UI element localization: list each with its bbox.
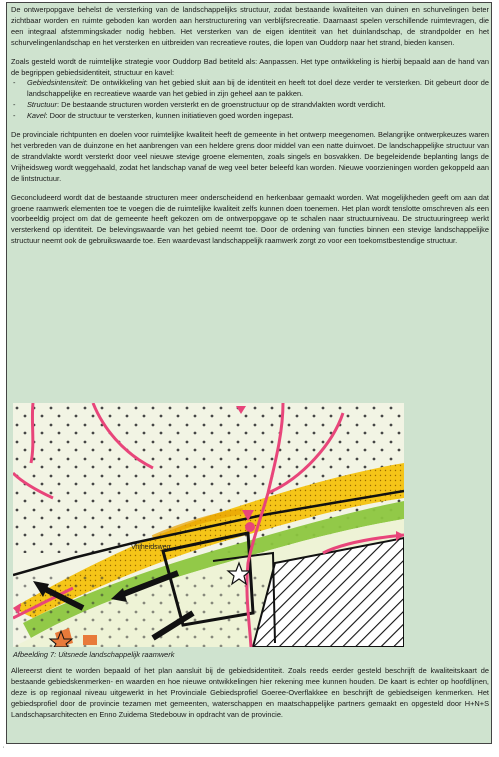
paragraph-1: De ontwerpopgave behelst de versterking van de landschappelijks structuur, zodat bestaande kwaliteiten van duinen en schurvelingen beter zichtbaar worden en ruimte geboden kan worden aan herstructurering van verblijfsrecreatie. Daarnaast spelen verschillende ruimtevragen, die een integraal afstemmingskader nodig hebben. Het versterken van de eigen identiteit van het duinlandschap, de strandpolder en het schurvelingenlandschap en het versterken en uitbreiden van recreatieve routes, die lopen van Ouddorp naar het strand, bieden kansen. [11, 5, 489, 47]
figure-caption: Afbeelding 7: Uitsnede landschappelijk raamwerk [13, 650, 175, 659]
paragraph-2: Zoals gesteld wordt de ruimtelijke strategie voor Ouddorp Bad betiteld als: Aanpassen. Het type ontwikkeling is hierbij bepaald aan de hand van de begrippen gebiedsidentiteit, structuur en kavel: [11, 56, 489, 77]
bullet-item [11, 100, 489, 111]
orange-patch [83, 635, 97, 645]
node-marker [245, 522, 255, 532]
bullet-term: Structuur [27, 100, 57, 110]
landscape-map-figure [13, 403, 404, 647]
bullet-item [11, 78, 489, 100]
paragraph-5: Allereerst dient te worden bepaald of het plan aansluit bij de gebiedsidentiteit. Zoals reeds eerder gesteld beschrijft de kwaliteitskaart de bestaande gebiedskenmerken- en waarden en hoe nieuwe ontwikkelingen hier rekening mee kunnen houden. De kaart is echter op hoofdlijnen, deze is op regionaal niveau uitgewerkt in het Provinciale Gebiedsprofiel Goeree-Overflakkee en beschrijft de gebiedseigen kenmerken. Het gebiedsprofiel door de provincie tezamen met gemeenten, waterschappen en maatschappelijke partners gemaakt en opgesteld door H+N+S Landschapsarchitecten en Enno Zuidema Stedebouw in opdracht van de provincie. [11, 666, 489, 719]
text-block-bottom [11, 666, 489, 729]
bullet-text: : De bestaande structuren worden versterkt en de groenstructuur op de strandvlakten wordt verdicht. [57, 100, 386, 110]
bullet-text: : De ontwikkeling van het gebied sluit aan bij de identiteit en heeft tot doel deze verder te versterken. Dit gebeurt door de landschappelijke en recreatieve waarde van het gebied in zijn geheel aan te pakken. [27, 78, 489, 99]
road-label: Vrijheidsweg [131, 544, 171, 551]
bullet-term: Kavel [27, 111, 46, 121]
bullet-item [11, 111, 489, 122]
paragraph-3: De provinciale richtpunten en doelen voor ruimtelijke kwaliteit heeft de gemeente in het ontwerp meegenomen. Belangrijke ontwerpkeuzes waren het verbreden van de duinzone en het aanbrengen van een heldere grens door middel van een natte duinvoet. De landschappelijke structuur van de strandvlakte wordt versterkt door veel nieuwe stevige groene elementen, zoals singels en bosvakken. De begeleidende beplanting langs de Vrijheidsweg wordt weggehaald, zodat het landschap vanaf de weg veel beter beleefd kan worden. Nieuwe voorzieningen worden gekoppeld aan de lintstructuur. [11, 130, 489, 183]
bullet-list [11, 78, 489, 122]
paragraph-4: Geconcludeerd wordt dat de bestaande structuren meer onderscheidend en herkenbaar gemaakt worden. Wat mogelijkheden geeft om aan dat groene raamwerk elementen toe te voegen die de ruimtelijke kwaliteit zelfs kunnen doen toenemen. Het plan wordt tenslotte omschreven als een voorbeeldig project om dat de gemeente heeft gekozen om de ontwerpopgave op te schalen naar structuurniveau. De structuuringreep werkt versterkend op identiteit. De belevingswaarde van het gebied neemt toe. Door de ordening van functies binnen een stevige landschappelijke structuur neemt ook de gebruikswaarde toe. Een waardevast landschappelijk raamwerk zorgt zo voor een toekomstbestendige structuur. [11, 192, 489, 246]
text-block-top [11, 5, 489, 255]
landscape-map [13, 403, 404, 647]
page-marker: ' [3, 747, 5, 753]
bullet-term: Gebiedsintensiteit [27, 78, 86, 88]
bullet-text: : Door de structuur te versterken, kunnen initiatieven goed worden ingepast. [45, 111, 294, 121]
route-line [31, 403, 33, 463]
